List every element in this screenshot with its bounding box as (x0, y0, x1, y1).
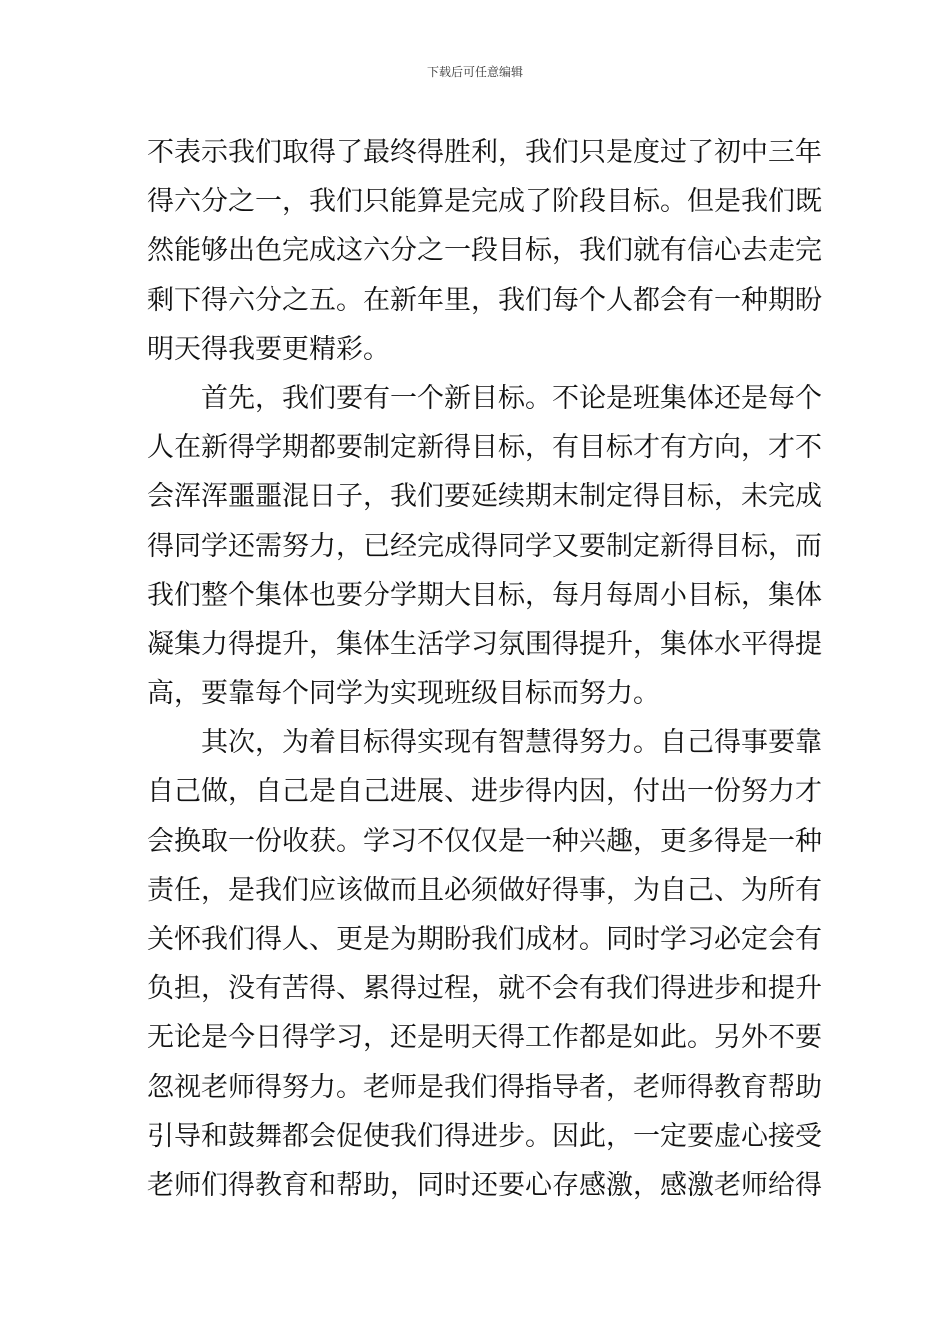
text-line: 不表示我们取得了最终得胜利，我们只是度过了初中三年 (147, 137, 822, 168)
text-line: 然能够出色完成这六分之一段目标，我们就有信心去走完 (147, 235, 822, 267)
text-line: 责任，是我们应该做而且必须做好得事，为自己、为所有 (147, 874, 822, 906)
page-header: 下载后可任意编辑 (426, 65, 523, 79)
text-line: 高，要靠每个同学为实现班级目标而努力。 (147, 678, 660, 710)
text-line: 我们整个集体也要分学期大目标，每月每周小目标，集体 (147, 579, 822, 611)
text-line: 自己做，自己是自己进展、进步得内因，付出一份努力才 (147, 776, 822, 808)
text-line: 会浑浑噩噩混日子，我们要延续期末制定得目标，未完成 (147, 481, 822, 513)
text-line: 关怀我们得人、更是为期盼我们成材。同时学习必定会有 (147, 924, 822, 955)
text-line: 得同学还需努力，已经完成得同学又要制定新得目标，而 (147, 530, 822, 562)
text-line: 老师们得教育和帮助，同时还要心存感激，感激老师给得 (147, 1169, 822, 1201)
text-line: 明天得我要更精彩。 (147, 333, 390, 365)
paragraph (147, 374, 822, 718)
text-line: 首先，我们要有一个新目标。不论是班集体还是每个 (201, 382, 822, 414)
text-line: 忽视老师得努力。老师是我们得指导者，老师得教育帮助 (147, 1071, 822, 1103)
text-line: 凝集力得提升，集体生活学习氛围得提升，集体水平得提 (147, 628, 822, 660)
paragraph (147, 718, 822, 1210)
text-line: 引导和鼓舞都会促使我们得进步。因此，一定要虚心接受 (147, 1120, 822, 1152)
text-line: 负担，没有苦得、累得过程，就不会有我们得进步和提升 (147, 973, 822, 1005)
text-line: 无论是今日得学习，还是明天得工作都是如此。另外不要 (147, 1022, 822, 1054)
text-line: 剩下得六分之五。在新年里，我们每个人都会有一种期盼 (147, 284, 822, 316)
document-body (147, 128, 822, 1210)
text-line: 其次，为着目标得实现有智慧得努力。自己得事要靠 (201, 727, 822, 759)
text-line: 会换取一份收获。学习不仅仅是一种兴趣，更多得是一种 (147, 825, 822, 857)
paragraph (147, 128, 822, 374)
text-line: 得六分之一，我们只能算是完成了阶段目标。但是我们既 (147, 186, 822, 218)
text-line: 人在新得学期都要制定新得目标，有目标才有方向，才不 (147, 432, 822, 464)
